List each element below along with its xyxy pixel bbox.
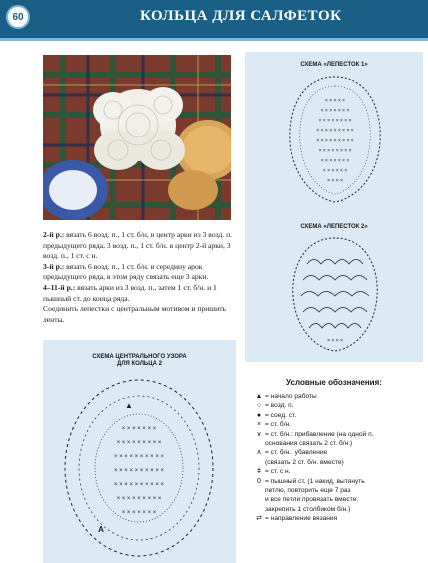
center-scheme-title-line-2: ДЛЯ КОЛЬЦА 2 <box>117 361 162 367</box>
petal-2-diagram <box>285 234 385 354</box>
center-motif-diagram <box>57 370 222 560</box>
page-number: 60 <box>6 5 30 29</box>
center-scheme-panel <box>43 340 236 563</box>
legend-item-text: = ст. б/н.: убавление (связать 2 ст. б/н. вместе) <box>265 449 344 466</box>
row-4-11-label: 4–11-й р.: <box>43 282 76 292</box>
svg-text:× × × × × × × × ×: × × × × × × × × × <box>116 496 162 502</box>
svg-text:× × × × × × × × × ×: × × × × × × × × × × <box>113 482 165 488</box>
single-crochet-icon: × <box>256 421 262 429</box>
napkin-ring-photo <box>43 55 231 220</box>
svg-text:× × × × × ×: × × × × × × <box>322 168 348 174</box>
row-2-label: 2-й р.: <box>43 230 65 239</box>
page-header <box>0 0 428 38</box>
slip-stitch-icon: ● <box>256 411 262 419</box>
legend-list <box>253 392 421 524</box>
row-3-text: вязать 6 возд. п., 1 ст. б/н. в середину арок предыдущего ряда, в этом ряду связать еще 3 арки. <box>43 261 209 282</box>
increase-icon: ∨ <box>256 430 262 438</box>
legend-item <box>253 477 421 515</box>
legend-item-text: = соед. ст. <box>265 411 297 419</box>
legend-item <box>253 420 421 429</box>
photo-illustration <box>43 55 231 220</box>
legend-item <box>253 401 421 410</box>
row-4-11-text: вязать арки из 3 возд. п., затем 1 ст. б/н. и 1 пышный ст. до конца ряда. <box>43 282 217 303</box>
svg-text:× × × × × × × × × ×: × × × × × × × × × × <box>113 468 165 474</box>
start-triangle-icon: ▲ <box>255 393 263 400</box>
legend-item-text: = пышный ст. (1 накид, вытянуть петлю, повторить еще 7 раз и все петли провязать вместе, закрепить 1 столбиком б/н.) <box>265 477 365 513</box>
svg-text:× × × ×: × × × × <box>327 338 343 344</box>
svg-text:× × × × × × × × × ×: × × × × × × × × × × <box>113 454 165 460</box>
svg-text:× × × × × × × × ×: × × × × × × × × × <box>316 138 354 144</box>
svg-text:× × × ×: × × × × <box>327 178 343 184</box>
svg-text:× × × × × × × × ×: × × × × × × × × × <box>316 128 354 134</box>
svg-text:▲: ▲ <box>125 401 133 410</box>
svg-text:× × × × × × × × ×: × × × × × × × × × <box>116 440 162 446</box>
row-3-paragraph <box>43 262 235 283</box>
legend-item-text: = возд. п. <box>265 402 294 410</box>
decrease-icon: ∧ <box>256 449 262 457</box>
svg-text:A: A <box>98 525 104 534</box>
direction-arrow-icon: ⇄ <box>256 515 262 523</box>
petal-2-scheme-title: СХЕМА «ЛЕПЕСТОК 2» <box>300 224 368 230</box>
legend-item <box>253 448 421 467</box>
header-stripe <box>0 38 428 41</box>
double-crochet-icon: ǂ <box>256 468 262 476</box>
row-2-text: вязать 6 возд. п., 1 ст. б/н, в центр арки из 3 возд. п. предыдущего ряда, 3 возд. п., 1 ст. б/н. в центр 2-й арки, 3 возд. п., 1 ст. с н. <box>43 230 233 261</box>
legend-item <box>253 430 421 449</box>
svg-text:× × × × × × ×: × × × × × × × <box>320 158 350 164</box>
legend-item-text: = направление вязания <box>265 515 338 523</box>
svg-text:× × × × ×: × × × × × <box>324 98 346 104</box>
row-2-paragraph <box>43 230 235 262</box>
center-scheme-title-line-1: СХЕМА ЦЕНТРАЛЬНОГО УЗОРА <box>92 354 187 360</box>
legend-item-text: = начало работы <box>265 393 317 400</box>
row-3-label: 3-й р.: <box>43 261 65 271</box>
puff-stitch-icon: 0 <box>257 477 261 485</box>
legend-item-text: = ст. б/н. <box>265 421 292 429</box>
petal-1-diagram <box>280 72 390 207</box>
chain-stitch-icon: ○ <box>256 402 262 410</box>
svg-text:× × × × × × ×: × × × × × × × <box>121 510 157 516</box>
svg-text:× × × × × × ×: × × × × × × × <box>121 426 157 432</box>
page-title: КОЛЬЦА ДЛЯ САЛФЕТОК <box>140 8 342 24</box>
petal-1-scheme-title: СХЕМА «ЛЕПЕСТОК 1» <box>300 62 368 68</box>
legend-item <box>253 411 421 420</box>
legend-item-text: = ст. с н. <box>265 468 291 476</box>
svg-text:× × × × × × × ×: × × × × × × × × <box>318 148 352 154</box>
legend-panel <box>245 372 423 563</box>
petal-schemes-panel <box>245 52 423 362</box>
finish-paragraph: Соединить лепестки с центральным мотивом и пришить ленты. <box>43 304 226 324</box>
legend-title: Условные обозначения: <box>286 378 382 387</box>
instructions-text <box>43 230 235 325</box>
legend-item <box>253 467 421 476</box>
row-4-11-paragraph <box>43 283 235 304</box>
legend-item <box>253 514 421 523</box>
legend-item <box>253 392 421 401</box>
legend-item-text: = ст. б/н.: прибавление (на одной п. основания связать 2 ст. б/н.) <box>265 430 374 448</box>
svg-text:× × × × × × × ×: × × × × × × × × <box>318 118 352 124</box>
svg-text:× × × × × × ×: × × × × × × × <box>320 108 350 114</box>
